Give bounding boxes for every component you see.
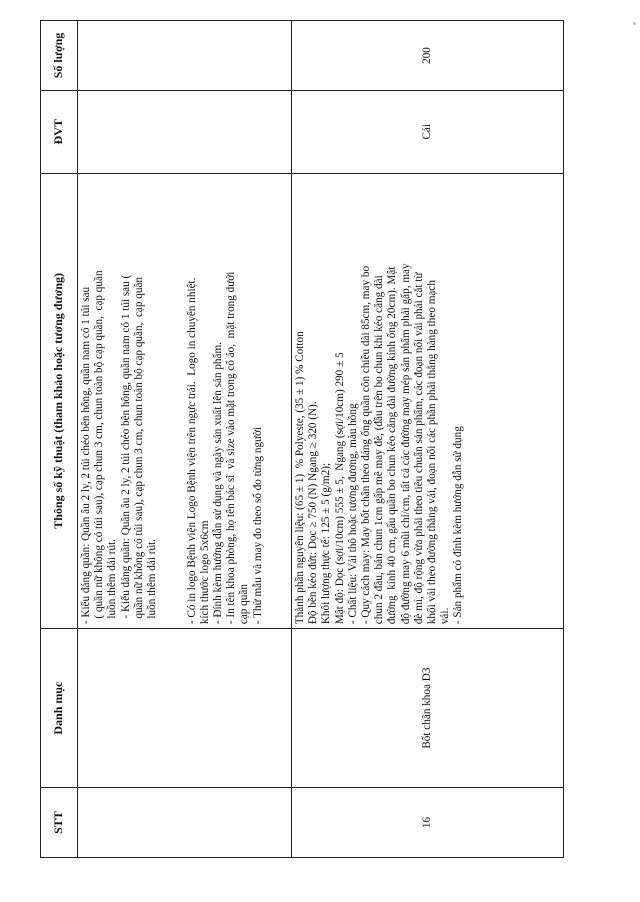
spec-line: khối vải theo đường thẳng vải, đoạn nối các phần phải thẳng hàng theo mạch xyxy=(426,280,439,625)
spec-line: - Quy cách may: May bốt chân theo dáng ống quần côn chiều dài 85cm, may bo xyxy=(360,265,373,625)
spec-line: vải. xyxy=(439,607,452,625)
spec-line: độ đường may 6 mũi chỉ/cm, tất cả các đường may mép sản phẩm phải gấp, may xyxy=(399,263,412,625)
rotated-table-page xyxy=(40,20,564,858)
spec-line: - Thử mẫu và may đo theo số đo từng người xyxy=(251,426,264,625)
cell-dvt xyxy=(78,90,292,173)
spec-line: chun 2 đầu, bản chun 1cm gấp mê may đè, (đầu trên bo chun khi kéo căng dài xyxy=(373,275,386,625)
spec-line: luồn thêm dải rút. xyxy=(106,539,119,625)
header-thong-so: Thông số kỹ thuật (tham khảo hoặc tương đương) xyxy=(41,173,78,629)
spec-line: Độ bền kéo đứt: Dọc ≥ 750 (N) Ngang ≥ 320 (N). xyxy=(307,401,320,625)
spec-line: đường kính 40 cm, gấu quần bo chun kéo căng dài đường kính ống 20cm). Mật xyxy=(386,266,399,625)
spec-line: ( quần nữ không có túi sau), cạp chun 3 cm, chun toàn bộ cạp quần, cạp quần xyxy=(93,270,106,625)
header-stt: STT xyxy=(41,788,78,858)
cell-danh-muc xyxy=(78,629,292,788)
table-header-row xyxy=(41,21,78,858)
spec-line: đè mí, độ rộng vừa phải theo tiêu chuẩn sản phẩm, các đoạn nối vải phải cắt từ xyxy=(412,272,425,625)
spec-line: - Có in logo Bệnh viện Logo Bệnh viện trên ngực trái. Logo in chuyển nhiệt. xyxy=(185,277,198,625)
cell-spec xyxy=(292,173,564,629)
spec-line: Thành phần nguyên liệu: (65 ± 1) % Polyeste, (35 ± 1) % Cotton xyxy=(294,331,306,625)
spec-line xyxy=(159,178,172,625)
scan-speck xyxy=(633,22,636,25)
header-so-luong: Số lượng xyxy=(41,21,78,91)
cell-so-luong: 200 xyxy=(292,21,564,91)
header-danh-muc: Danh mục xyxy=(41,629,78,788)
spec-line xyxy=(172,178,185,625)
spec-line: - Chất liệu: Vải thô hoặc tương đương, màu hồng xyxy=(346,403,359,625)
spec-line: - Kiểu dáng quần: Quần âu 2 ly, 2 túi chéo bên hông, quần nam có 1 túi sau xyxy=(80,286,92,625)
cell-stt xyxy=(78,788,292,858)
spec-line: - Đính kèm hướng dẫn sử dụng và ngày sản xuất lên sản phẩm. xyxy=(212,342,225,625)
cell-so-luong xyxy=(78,21,292,91)
spec-line: Khối lượng thực tế: 125 ± 5 (g/m2); xyxy=(320,462,333,625)
cell-stt: 16 xyxy=(292,788,564,858)
spec-lines xyxy=(294,178,466,625)
spec-line: luồn thêm dải rút. xyxy=(146,539,159,625)
spec-line: cạp quần xyxy=(238,584,251,625)
spec-line: - In tên khoa phòng, họ tên bác sĩ và size vào mặt trong cổ áo, mặt trong dưới xyxy=(225,271,238,625)
spec-line: Mật độ: Dọc (sợi/10cm) 555 ± 5, Ngang (sợi/10cm) 290 ± 5 xyxy=(333,352,346,625)
spec-line: - Kiểu dáng quần: Quần âu 2 ly, 2 túi chéo bên hông, quần nam có 1 túi sau ( xyxy=(119,274,132,625)
cell-spec xyxy=(78,173,292,629)
table-row xyxy=(292,21,564,858)
spec-table xyxy=(40,20,564,858)
spec-line: quần nữ không có túi sau), cạp chun 3 cm, chun toàn bộ cạp quần, cạp quần xyxy=(132,276,145,625)
spec-line: - Sản phẩm có đính kèm hướng dẫn sử dụng xyxy=(452,426,465,625)
cell-dvt: Cái xyxy=(292,90,564,173)
spec-lines xyxy=(80,178,265,625)
cell-danh-muc: Bốt chân khoa D3 xyxy=(292,629,564,788)
header-dvt: ĐVT xyxy=(41,90,78,173)
spec-line: kích thước logo 5x6cm xyxy=(198,520,211,625)
table-row xyxy=(78,21,292,858)
